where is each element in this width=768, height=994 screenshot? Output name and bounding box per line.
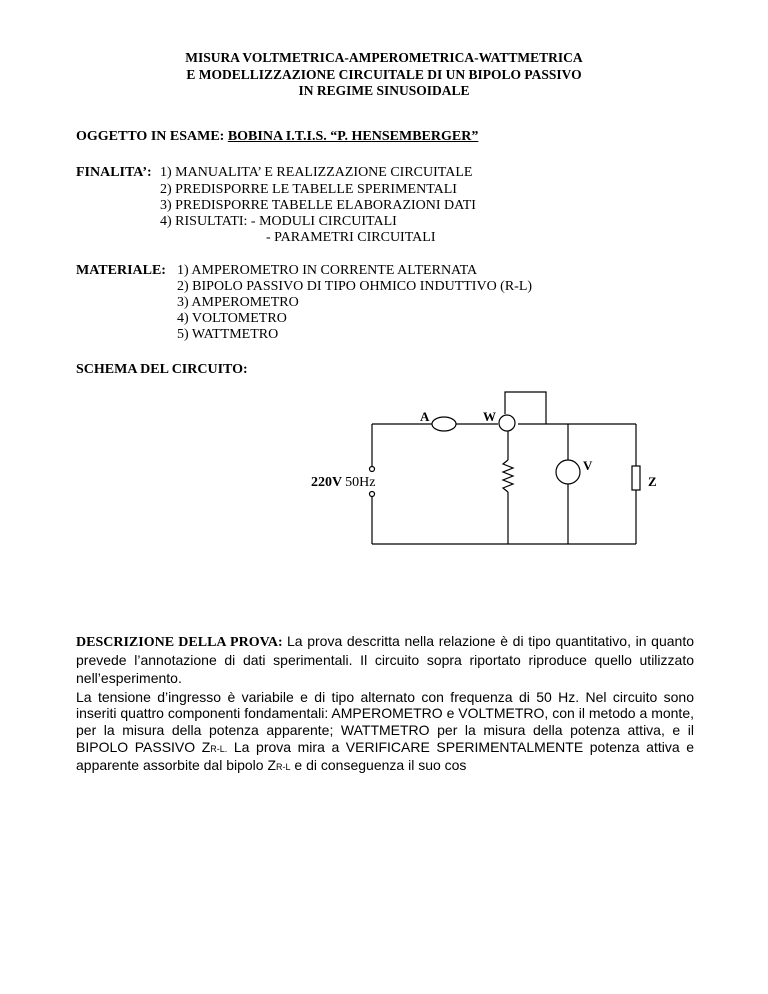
voltmeter-symbol	[556, 460, 580, 484]
finalita-label: FINALITA’:	[76, 165, 152, 180]
oggetto-value: BOBINA I.T.I.S. “P. HENSEMBERGER”	[227, 129, 479, 144]
materiale-item: 1) AMPEROMETRO IN CORRENTE ALTERNATA	[177, 263, 478, 278]
frequency-label: 50Hz	[345, 475, 376, 490]
wattmeter-loop	[505, 392, 546, 424]
source-terminal-bottom	[370, 492, 375, 497]
source-terminal-top	[370, 467, 375, 472]
resistor-symbol	[503, 460, 513, 492]
voltage-label: 220V	[311, 475, 343, 490]
materiale-item: 4) VOLTOMETRO	[177, 311, 287, 326]
description-text-2b: La prova mira a VERIFICARE SPERIMENTALMENTE potenza attiva e apparente assorbite dal bipolo Z	[76, 738, 694, 774]
description-text-1: La prova descritta nella relazione è di tipo quantitativo, in quanto prevede l’annotazione di dati sperimentali. Il circuito sopra riportato riproduce quello utilizzato nell’esperimento.	[76, 633, 695, 687]
oggetto-section	[76, 129, 478, 145]
load-symbol	[632, 466, 640, 490]
schema-label: SCHEMA DEL CIRCUITO:	[76, 362, 248, 377]
finalita-item: 1) MANUALITA’ E REALIZZAZIONE CIRCUITALE	[160, 165, 473, 180]
ammeter-label: A	[420, 409, 430, 424]
ammeter-symbol	[432, 417, 456, 431]
title-line-3: IN REGIME SINUSOIDALE	[298, 83, 470, 98]
finalita-item: - PARAMETRI CIRCUITALI	[266, 230, 436, 245]
materiale-item: 2) BIPOLO PASSIVO DI TIPO OHMICO INDUTTIVO (R-L)	[177, 279, 533, 294]
wattmeter-label: W	[483, 409, 496, 424]
materiale-item: 3) AMPEROMETRO	[177, 295, 299, 310]
finalita-item: 2) PREDISPORRE LE TABELLE SPERIMENTALI	[160, 182, 457, 197]
finalita-item: 3) PREDISPORRE TABELLE ELABORAZIONI DATI	[160, 198, 476, 213]
description-text-2a: La tensione d’ingresso è variabile e di tipo alternato con frequenza di 50 Hz. Nel circuito sono inseriti quattro componenti fondamentali: AMPEROMETRO e VOLTMETRO, con il metodo a monte, per la misura della potenza apparente; WATTMETRO per la misura della potenza attiva, e il BIPOLO PASSIVO Z	[76, 688, 694, 755]
finalita-item: 4) RISULTATI: - MODULI CIRCUITALI	[160, 214, 397, 229]
description-label: DESCRIZIONE DELLA PROVA:	[76, 635, 283, 650]
description-text-2c: e di conseguenza il suo cos	[290, 757, 467, 774]
subscript-rl: R-L.	[210, 743, 228, 754]
subscript-rl: R-L	[276, 762, 291, 773]
wattmeter-symbol	[499, 415, 515, 431]
source-label	[311, 475, 375, 490]
voltmeter-label: V	[583, 458, 593, 473]
load-label: Z	[648, 474, 657, 489]
title-line-1: MISURA VOLTMETRICA-AMPEROMETRICA-WATTMETRICA	[185, 50, 583, 65]
description-section	[76, 633, 694, 776]
description-paragraph-1	[76, 633, 694, 689]
document-title	[0, 50, 768, 100]
materiale-item: 5) WATTMETRO	[177, 327, 279, 342]
materiale-label: MATERIALE:	[76, 263, 166, 278]
oggetto-label: OGGETTO IN ESAME:	[76, 129, 225, 144]
description-paragraph-2	[76, 689, 694, 776]
title-line-2: E MODELLIZZAZIONE CIRCUITALE DI UN BIPOLO PASSIVO	[186, 66, 582, 82]
